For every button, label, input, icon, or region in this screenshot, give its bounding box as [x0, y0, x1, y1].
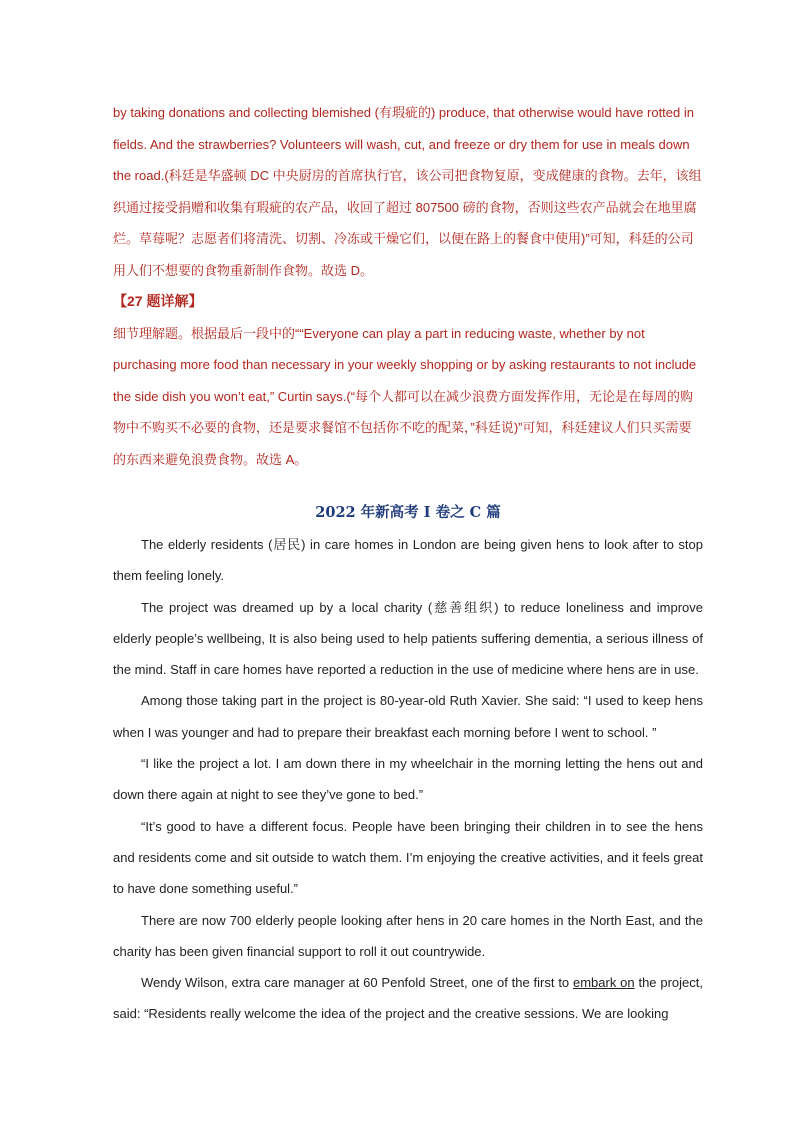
passage-paragraph-4: “I like the project a lot. I am down there in my wheelchair in the morning letting the hens out and down there again at night to see they’ve gone to bed.” — [113, 756, 703, 803]
passage-paragraph-2: The project was dreamed up by a local charity (慈善组织) to reduce loneliness and improve elderly people’s wellbeing, It is also being used to help patients suffering dementia, a serious illness of the mind. Staff in care homes have reported a reduction in the use of medicine where hens are in use. — [113, 599, 703, 678]
passage-body — [113, 529, 703, 1030]
paragraph-7-text-start: Wendy Wilson, extra care manager at 60 Penfold Street, one of the first to — [141, 975, 573, 991]
answer-26-explanation: by taking donations and collecting blemished (有瑕疵的) produce, that otherwise would have rotted in fields. And the strawberries? Volunteers will wash, cut, and freeze or dry them for use in meals down the road.(科廷是华盛顿 DC 中央厨房的首席执行官，该公司把食物复原，变成健康的食物。去年，该组织通过接受捐赠和收集有瑕疵的农产品，收回了超过 807500 磅的食物，否则这些农产品就会在地里腐烂。草莓呢？志愿者们将清洗、切割、冷冻或干燥它们，以便在路上的餐食中使用)”可知，科廷的公司用人们不想要的食物重新制作食物。故选 D。 — [113, 105, 702, 278]
passage-paragraph-3: Among those taking part in the project is 80-year-old Ruth Xavier. She said: “I used to keep hens when I was younger and had to prepare their breakfast each morning before I went to school. ” — [113, 693, 703, 740]
passage-paragraph-1: The elderly residents (居民) in care homes in London are being given hens to look after to stop them feeling lonely. — [113, 537, 703, 584]
passage-paragraph-5: “It’s good to have a different focus. People have been bringing their children in to see the hens and residents come and sit outside to watch them. I’m enjoying the creative activities, and it feels great to have done something useful.” — [113, 818, 703, 897]
passage-title: 2022 年新高考 I 卷之 C 篇 — [315, 504, 501, 521]
paragraph-7-text-end: the project, said: “Residents really welcome the idea of the project and the creative sessions. We are looking — [113, 975, 703, 1022]
document-content — [113, 97, 703, 1030]
passage-paragraph-6: There are now 700 elderly people looking after hens in 20 care homes in the North East, and the charity has been given financial support to roll it out countrywide. — [113, 912, 703, 959]
passage-paragraph-7 — [113, 967, 703, 1030]
answer-27-explanation: 细节理解题。根据最后一段中的““Everyone can play a part in reducing waste, whether by not purchasing more food than necessary in your weekly shopping or by asking restaurants to not include the side dish you won’t eat,” Curtin says.(“每个人都可以在减少浪费方面发挥作用，无论是在每周的购物中不购买不必要的食物，还是要求餐馆不包括你不吃的配菜，”科廷说)”可知，科廷建议人们只买需要的东西来避免浪费食物。故选 A。 — [113, 325, 697, 467]
underlined-phrase: embark on — [573, 975, 635, 991]
answer-27-heading: 【27 题详解】 — [113, 293, 203, 309]
